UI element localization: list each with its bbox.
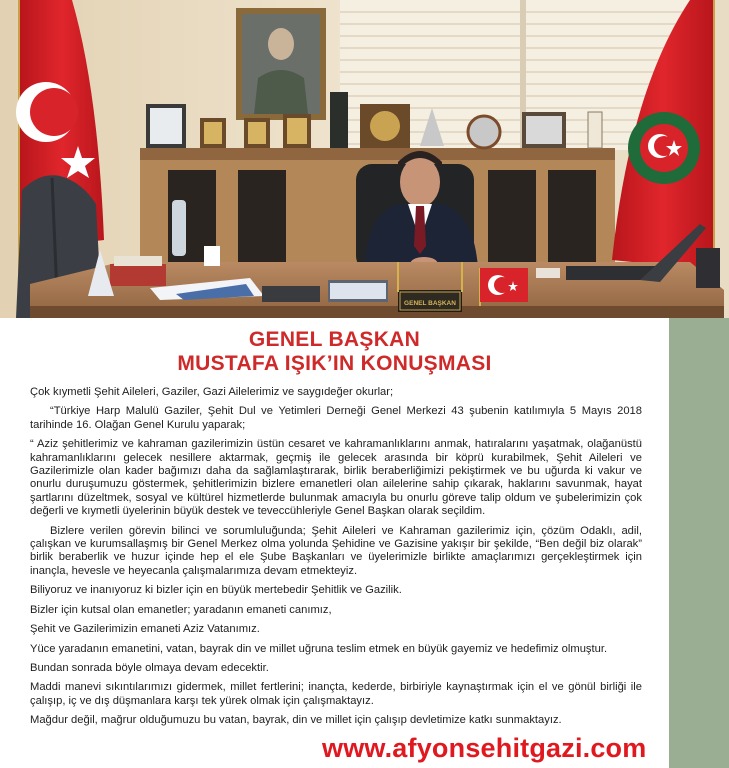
paragraph-continue: Bundan sonrada böyle olmaya devam edecektir. bbox=[30, 661, 269, 674]
paragraph-proud: Mağdur değil, mağrur olduğumuzu bu vatan, bayrak, din ve millet için çalışıp devletimize katkı sunmaktayız. bbox=[30, 714, 562, 727]
article bbox=[0, 318, 669, 768]
title-line-2: MUSTAFA IŞIK’IN KONUŞMASI bbox=[177, 352, 492, 375]
paragraph-mission: “ Aziz şehitlerimiz ve kahraman gazilerimizin üstün cesaret ve kahramanlıklarını anmak, hatıralarını yaşatmak, olağanüstü kahramanlıklarını gelecek nesillere aktarmak, geçmiş ile gelecek arasında bir köprü kurabilmek, Şehit Aileleri ve Gazilerimizle olan kader bağımızı daha da sağlamlaştırarak, birlik beraberliğimizi pekiştirmek ve bu uğurda ki vakur ve onurlu duruşumuzu göstermek, şehitlerimizin bizlere emanetleri olan ailelerine sahip çıkarak, haklarını savunmak, hayat şartlarını düzeltmek, sosyal ve kültürel hizmetlerde bulunmak amacıyla bu onurlu göreve talip oldum ve şubelerimizin çok değerli ve kıymetli üyelerinin büyük destek ve teveccühleriyle Genel Başkan olarak seçildim. bbox=[30, 438, 642, 518]
website-watermark: www.afyonsehitgazi.com bbox=[322, 733, 647, 763]
title-line-1: GENEL BAŞKAN bbox=[248, 328, 421, 351]
paragraph-duty: Bizlere verilen görevin bilinci ve sorumluluğunda; Şehit Aileleri ve Kahraman gazilerimiz için, çözüm Odaklı, adil, çalışkan ve kurumsallaşmış bir Genel Merkez olma yolunda Şehidine ve Gazisine yakışır bir şekilde, “Ben değil biz olarak” birlik beraberlik ve huzur içinde hep el ele Şube Başkanları ve üyelerimizle birlikte amaçlarımızı gerçekleştirmek için inançla, hevesle ve heyecanla çalışmalarımıza devam etmekteyiz. bbox=[30, 524, 642, 577]
portrait-frame bbox=[236, 8, 326, 120]
paragraph-general-assembly: “Türkiye Harp Malulü Gaziler, Şehit Dul ve Yetimleri Derneği Genel Merkezi 43 şubenin katılımıyla 5 Mayıs 2018 tarihinde 16. Olağan Genel Kurulu yaparak; bbox=[30, 405, 642, 431]
article-body bbox=[30, 386, 642, 734]
paragraph-goal: Yüce yaradanın emanetini, vatan, bayrak din ve millet uğruna teslim etmek en büyük gayemiz ve hedefimiz olmuştur. bbox=[30, 642, 608, 655]
desk-flag bbox=[480, 268, 528, 306]
paragraph-unity: Maddi manevi sıkıntılarımızı gidermek, millet fertlerini; inançta, kederde, birbiriyle kaynaştırmak için el ve gönül birliği ile çalışıp, iç ve dış düşmanlara karşı tek yürek olmak için çalışmaktayız. bbox=[30, 681, 642, 707]
nameplate-text: GENEL BAŞKAN bbox=[404, 300, 456, 307]
paragraph-greeting: Çok kıymetli Şehit Aileleri, Gaziler, Gazi Ailelerimiz ve saygıdeğer okurlar; bbox=[30, 386, 394, 398]
office-photo bbox=[0, 0, 729, 318]
paragraph-homeland: Şehit ve Gazilerimizin emaneti Aziz Vatanımız. bbox=[30, 623, 260, 636]
article-title bbox=[0, 328, 669, 376]
paragraph-belief: Biliyoruz ve inanıyoruz ki bizler için en büyük mertebedir Şehitlik ve Gazilik. bbox=[30, 584, 402, 597]
paragraph-sacred-trusts: Bizler için kutsal olan emanetler; yaradanın emaneti canımız, bbox=[30, 603, 332, 616]
decorative-side-bar bbox=[669, 318, 729, 768]
